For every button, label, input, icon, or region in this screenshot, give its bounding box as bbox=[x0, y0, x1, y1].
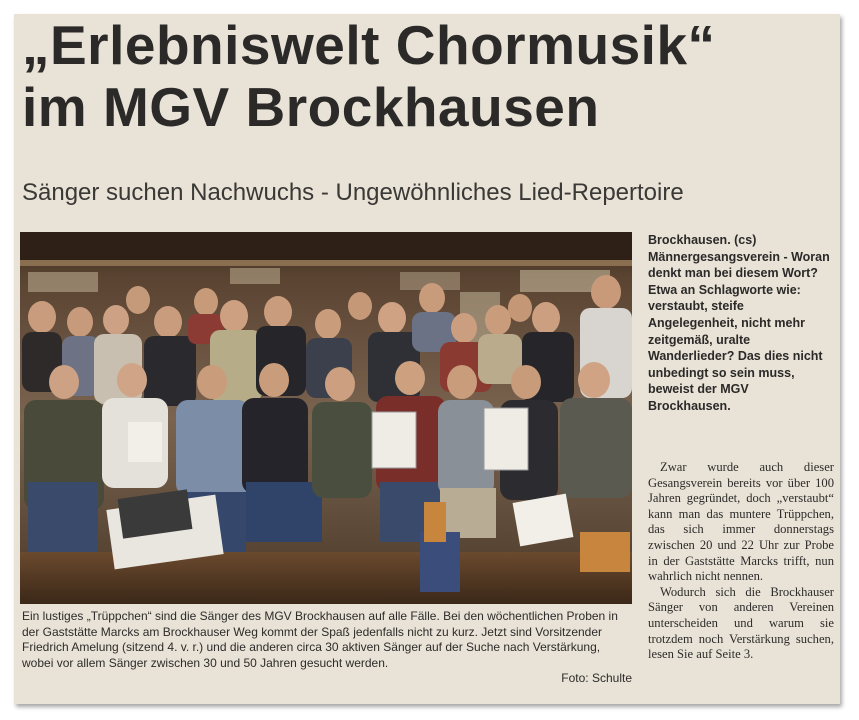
body-paragraph-2: Wodurch sich die Brockhauser Sänger von anderen Vereinen unterscheiden und warum sie trotzdem noch Verstärkung suchen, lesen Sie auf Seite 3. bbox=[648, 584, 834, 662]
caption-text: Ein lustiges „Trüppchen“ sind die Sänger des MGV Brockhausen auf alle Fälle. Bei den wöchentlichen Proben in der Gaststätte Marcks am Brockhauser Weg kommt der Spaß jedenfalls nicht zu kurz. Jetzt sind Vorsitzender Friedrich Amelung (sitzend 4. v. r.) und die anderen circa 30 aktiven Sänger auf der Suche nach Verstärkung, wobei vor allem Sänger zwischen 30 und 50 Jahren gesucht werden. bbox=[22, 609, 618, 670]
article-body bbox=[648, 460, 834, 663]
subtitle: Sänger suchen Nachwuchs - Ungewöhnliches Lied-Repertoire bbox=[22, 179, 684, 206]
headline-line-2: im MGV Brockhausen bbox=[22, 76, 600, 138]
headline-line-1: „Erlebniswelt Chormusik“ bbox=[22, 14, 716, 76]
photo-credit: Foto: Schulte bbox=[561, 671, 632, 685]
group-photo bbox=[20, 232, 632, 604]
newspaper-clipping bbox=[14, 14, 840, 704]
photo-caption bbox=[22, 609, 632, 687]
body-paragraph-1: Zwar wurde auch dieser Gesangsverein bereits vor über 100 Jahren gegründet, doch „verstaubt“ kann man das muntere Trüppchen, das sich immer donnerstags zwischen 20 und 22 Uhr zur Probe in der Gaststätte Marcks trifft, nun wahrlich nicht nennen. bbox=[648, 460, 834, 584]
lead-paragraph: Brockhausen. (cs) Männergesangsverein - Woran denkt man bei diesem Wort? Etwa an Schlagworte wie: verstaubt, steife Angelegenheit, nicht mehr zeitgemäß, uralte Wanderlieder? Das dies nicht unbedingt so sein muss, beweist der MGV Brockhausen. bbox=[648, 233, 830, 413]
headline bbox=[22, 14, 837, 138]
